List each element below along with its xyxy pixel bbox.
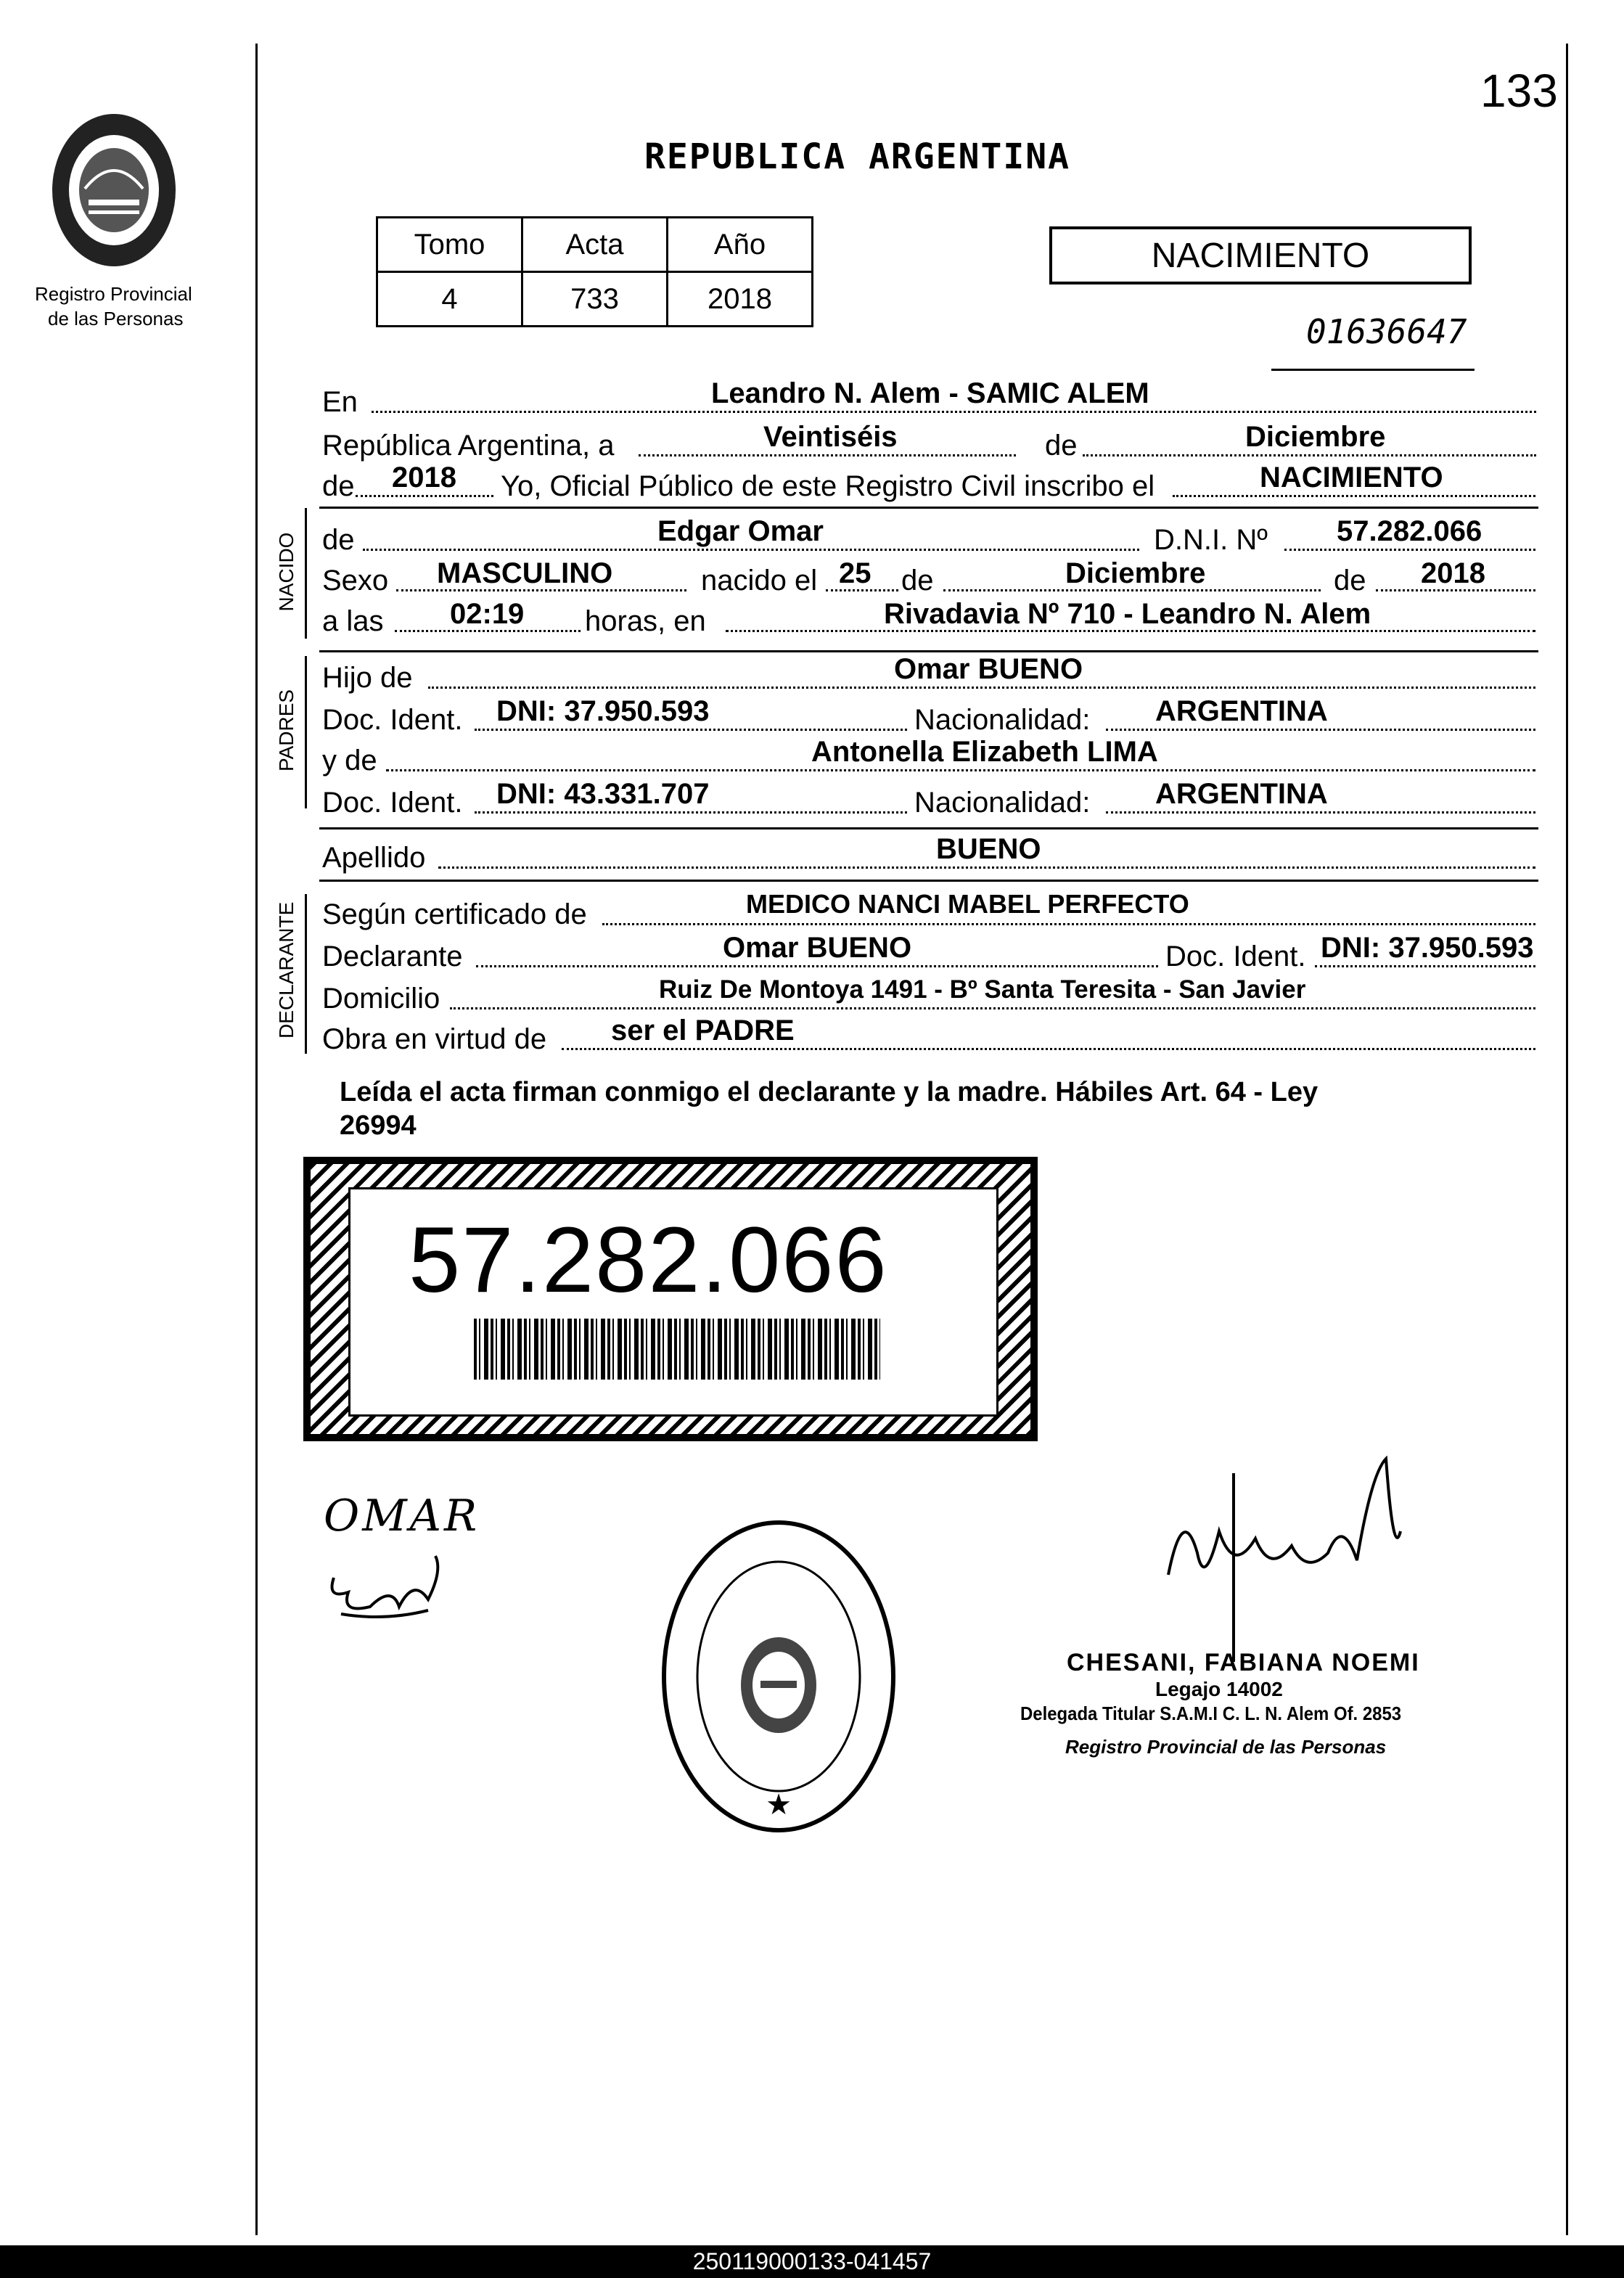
divider-1 — [319, 507, 1538, 509]
sexo-value: MASCULINO — [437, 557, 613, 589]
mother-name: Antonella Elizabeth LIMA — [811, 736, 1158, 768]
official-role: Delegada Titular S.A.M.I C. L. N. Alem Of. 2853 — [1020, 1703, 1402, 1724]
value-ano: 2018 — [668, 272, 813, 327]
record-type-box — [1049, 226, 1472, 284]
mother-line — [386, 769, 1535, 771]
header-tomo: Tomo — [377, 218, 522, 272]
child-dni: 57.282.066 — [1337, 515, 1482, 547]
father-doc-label: Doc. Ident. — [322, 704, 463, 736]
registry-table — [376, 216, 813, 327]
footer-code: 250119000133-041457 — [692, 2248, 932, 2274]
declarante-bracket — [305, 894, 307, 1054]
declarante-line — [476, 965, 1158, 967]
event-value: NACIMIENTO — [1260, 462, 1443, 493]
svg-text:★: ★ — [766, 1788, 792, 1822]
father-name: Omar BUENO — [894, 653, 1083, 685]
dni-label: D.N.I. Nº — [1154, 524, 1268, 556]
birth-year: 2018 — [1421, 557, 1485, 589]
serial-number: 01636647 — [1306, 312, 1467, 351]
birth-month: Diciembre — [1065, 557, 1206, 589]
mother-nat-label: Nacionalidad: — [914, 787, 1091, 819]
logo-caption-2: de las Personas — [48, 308, 184, 329]
province-logo — [45, 109, 183, 272]
misiones-shield-icon — [45, 109, 183, 272]
obra-label: Obra en virtud de — [322, 1023, 547, 1055]
official-signature-scribble — [1154, 1444, 1430, 1662]
official-seal — [659, 1517, 898, 1836]
dni-stamp — [303, 1157, 1038, 1441]
birth-year-line — [1376, 589, 1535, 591]
domicilio-line — [450, 1007, 1535, 1009]
statement: Yo, Oficial Público de este Registro Civil inscribo el — [501, 470, 1155, 502]
logo-caption-1: Registro Provincial — [35, 283, 192, 305]
page-title: REPUBLICA ARGENTINA — [644, 136, 1071, 177]
sexo-line — [396, 589, 686, 591]
horas-label: horas, en — [585, 605, 706, 637]
padres-label: PADRES — [275, 689, 298, 771]
birth-time: 02:19 — [450, 598, 525, 630]
alas-label: a las — [322, 605, 384, 637]
father-nat-line — [1106, 729, 1535, 731]
day-value: Veintiséis — [763, 421, 898, 453]
dni-line — [1284, 549, 1535, 551]
mother-nat-line — [1106, 811, 1535, 814]
year-value: 2018 — [392, 462, 456, 493]
dni-stamp-number: 57.282.066 — [409, 1208, 888, 1312]
year-line — [356, 495, 493, 497]
left-signature-scribble — [319, 1549, 464, 1628]
certificado-value: MEDICO NANCI MABEL PERFECTO — [746, 889, 1189, 919]
obra-value: ser el PADRE — [611, 1015, 795, 1046]
mother-doc: DNI: 43.331.707 — [496, 778, 710, 810]
closing-line-2: 26994 — [340, 1110, 417, 1141]
divider-4 — [319, 880, 1538, 882]
official-name: CHESANI, FABIANA NOEMI — [1067, 1649, 1420, 1676]
nacido-bracket — [305, 508, 307, 639]
time-line — [395, 630, 581, 632]
apellido-line — [438, 866, 1535, 869]
yde-label: y de — [322, 745, 377, 777]
nacido-de-label: de — [322, 524, 355, 556]
left-margin-line — [255, 44, 258, 2235]
day-line — [639, 454, 1016, 456]
domicilio-value: Ruiz De Montoya 1491 - Bº Santa Teresita - San Javier — [659, 975, 1306, 1004]
place-line — [372, 411, 1536, 413]
certificado-label: Según certificado de — [322, 898, 587, 930]
value-tomo: 4 — [377, 272, 522, 327]
birth-day-line — [826, 589, 898, 591]
republica-label: República Argentina, a — [322, 430, 615, 462]
divider-2 — [319, 650, 1538, 652]
declarante-name-label: Declarante — [322, 941, 463, 972]
name-line — [363, 549, 1139, 551]
right-margin-line — [1566, 44, 1568, 2235]
father-doc: DNI: 37.950.593 — [496, 695, 710, 727]
birth-month-line — [943, 589, 1321, 591]
month-line — [1083, 454, 1536, 456]
birth-place: Rivadavia Nº 710 - Leandro N. Alem — [884, 598, 1371, 630]
certificado-line — [602, 923, 1535, 925]
dni-stamp-inner — [348, 1187, 998, 1417]
apellido-label: Apellido — [322, 842, 426, 874]
de-label-2: de — [322, 470, 355, 502]
nacido-label: NACIDO — [275, 532, 298, 612]
padres-bracket — [305, 656, 307, 808]
nacido-el-label: nacido el — [701, 565, 818, 597]
place-value: Leandro N. Alem - SAMIC ALEM — [711, 377, 1149, 409]
en-label: En — [322, 386, 358, 418]
header-acta: Acta — [522, 218, 668, 272]
nacido-de-label-3: de — [1334, 565, 1366, 597]
nacido-de-label-2: de — [901, 565, 934, 597]
mother-nat: ARGENTINA — [1155, 778, 1328, 810]
birth-place-line — [726, 630, 1535, 632]
apellido-value: BUENO — [936, 833, 1041, 865]
domicilio-label: Domicilio — [322, 983, 440, 1015]
official-registry: Registro Provincial de las Personas — [1065, 1736, 1387, 1758]
declarante-doc-line — [1315, 965, 1535, 967]
footer-bar — [0, 2245, 1624, 2278]
declarante-label: DECLARANTE — [275, 901, 298, 1038]
birth-day: 25 — [839, 557, 872, 589]
serial-underline — [1271, 369, 1475, 371]
closing-line-1: Leída el acta firman conmigo el declarante y la madre. Hábiles Art. 64 - Ley — [340, 1077, 1319, 1107]
official-legajo: Legajo 14002 — [1155, 1678, 1283, 1700]
month-value: Diciembre — [1245, 421, 1386, 453]
event-line — [1173, 495, 1535, 497]
father-nat-label: Nacionalidad: — [914, 704, 1091, 736]
declarante-name: Omar BUENO — [723, 932, 912, 964]
obra-line — [562, 1048, 1535, 1050]
hijo-label: Hijo de — [322, 662, 413, 694]
header-ano: Año — [668, 218, 813, 272]
sexo-label: Sexo — [322, 565, 389, 597]
left-signature-name: OMAR — [324, 1491, 480, 1541]
record-type: NACIMIENTO — [1151, 237, 1370, 275]
mother-doc-line — [475, 811, 907, 814]
mother-doc-label: Doc. Ident. — [322, 787, 463, 819]
father-doc-line — [475, 729, 907, 731]
declarante-doc: DNI: 37.950.593 — [1321, 932, 1534, 964]
declarante-doc-label: Doc. Ident. — [1165, 941, 1306, 972]
child-name: Edgar Omar — [657, 515, 824, 547]
value-acta: 733 — [522, 272, 668, 327]
de-label-1: de — [1045, 430, 1078, 462]
divider-3 — [319, 827, 1538, 829]
page-number: 133 — [1480, 65, 1558, 117]
father-nat: ARGENTINA — [1155, 695, 1328, 727]
dni-barcode — [474, 1319, 880, 1380]
father-line — [428, 687, 1535, 689]
